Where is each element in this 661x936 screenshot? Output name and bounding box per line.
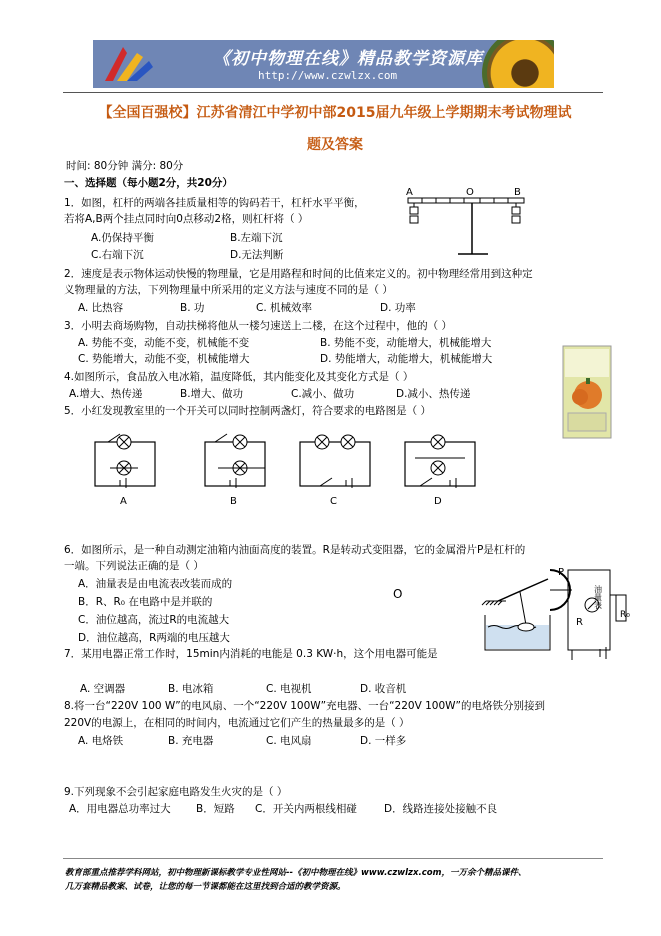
circuit-diagrams bbox=[90, 430, 480, 510]
question-text: 9.下列现象不会引起家庭电路发生火灾的是（ ） bbox=[64, 786, 288, 798]
label-meter: 油量表 bbox=[593, 585, 603, 609]
circuit-b bbox=[205, 434, 265, 507]
option: D．线路连接处接触不良 bbox=[384, 803, 498, 815]
option: B. 电冰箱 bbox=[168, 683, 214, 695]
label-r0: R₀ bbox=[620, 610, 630, 620]
question-text: 8.将一台“220V 100 W”的电风扇、一个“220V 100W”充电器、一台“220V 100W”的电烙铁分别接到 bbox=[64, 700, 545, 712]
question-text: 7．某用电器正常工作时，15min内消耗的电能是 0.3 KW·h，这个用电器可能是 bbox=[64, 648, 438, 660]
circuit-c-label: C bbox=[330, 496, 337, 507]
circuit-b-label: B bbox=[230, 496, 237, 507]
question-text: 5．小红发现教室里的一个开关可以同时控制两盏灯，符合要求的电路图是（ ） bbox=[64, 405, 432, 417]
option: D. 势能增大，动能增大，机械能增大 bbox=[320, 353, 493, 365]
stray-letter: O bbox=[393, 587, 403, 601]
circuit-c bbox=[300, 435, 370, 507]
label-b: B bbox=[514, 187, 521, 198]
option: B．短路 bbox=[196, 803, 235, 815]
option: A.仍保持平衡 bbox=[91, 232, 154, 244]
circuit-a bbox=[95, 434, 155, 507]
option: A. 电烙铁 bbox=[78, 735, 124, 747]
option: A. 空调器 bbox=[80, 683, 126, 695]
question-text: 若将A,B两个挂点同时向0点移动2格，则杠杆将（ ） bbox=[64, 213, 309, 225]
footer-divider bbox=[63, 858, 603, 859]
option: D.无法判断 bbox=[230, 249, 284, 261]
banner-title: 《初中物理在线》精品教学资源库 bbox=[213, 49, 483, 69]
logo-icon bbox=[97, 43, 157, 85]
option: B. 势能不变，动能增大，机械能增大 bbox=[320, 337, 492, 349]
option: D. 功率 bbox=[380, 302, 416, 314]
footer-line: 几万套精品教案、试卷，让您的每一节课都能在这里找到合适的教学资源。 bbox=[65, 882, 346, 892]
fridge-image bbox=[562, 345, 612, 439]
circuit-d-label: D bbox=[434, 496, 442, 507]
option: B. 充电器 bbox=[168, 735, 214, 747]
page-title: 【全国百强校】江苏省清江中学初中部2015届九年级上学期期末考试物理试题及答案 bbox=[98, 105, 572, 153]
banner-url[interactable]: http://www.czwlzx.com bbox=[258, 69, 398, 82]
option: D. 一样多 bbox=[360, 735, 407, 747]
footer-line: 教育部重点推荐学科网站，初中物理新课标教学专业性网站--《初中物理在线》www.czwlzx.com，一万余个精品课件、 bbox=[65, 868, 527, 878]
option: C. 电风扇 bbox=[266, 735, 312, 747]
option: B.增大、做功 bbox=[180, 388, 244, 400]
option: A. 比热容 bbox=[78, 302, 124, 314]
option: C.右端下沉 bbox=[91, 249, 144, 261]
option: C.减小、做功 bbox=[291, 388, 355, 400]
label-p: P bbox=[558, 567, 565, 578]
option: A.增大、热传递 bbox=[69, 388, 143, 400]
option: A. 势能不变，动能不变，机械能不变 bbox=[78, 337, 250, 349]
question-text: 义物理量的方法，下列物理量中所采用的定义方法与速度不同的是（ ） bbox=[64, 284, 393, 296]
option: A．用电器总功率过大 bbox=[69, 803, 171, 815]
question-text: 3．小明去商场购物，自动扶梯将他从一楼匀速送上二楼，在这个过程中，他的（ ） bbox=[64, 320, 453, 332]
question-text: 一端。下列说法正确的是（ ） bbox=[64, 560, 204, 572]
option: C. 机械效率 bbox=[256, 302, 313, 314]
header-banner bbox=[93, 40, 554, 88]
sunflower-icon bbox=[482, 40, 554, 88]
option: C. 势能增大，动能不变，机械能增大 bbox=[78, 353, 250, 365]
section-heading: 一、选择题（每小题2分，共20分） bbox=[64, 177, 233, 189]
option: D．油位越高，R两端的电压越大 bbox=[78, 632, 230, 644]
header-divider bbox=[63, 92, 603, 93]
option: B．R、R₀ 在电路中是并联的 bbox=[78, 596, 213, 608]
option: D. 收音机 bbox=[360, 683, 407, 695]
question-text: 2．速度是表示物体运动快慢的物理量，它是用路程和时间的比值来定义的。初中物理经常用到这种定 bbox=[64, 268, 533, 280]
label-o: O bbox=[466, 187, 474, 198]
circuit-a-label: A bbox=[120, 496, 127, 507]
label-a: A bbox=[406, 187, 413, 198]
question-text: 1．如图，杠杆的两端各挂质量相等的钩码若干，杠杆水平平衡， bbox=[64, 197, 365, 209]
option: C. 电视机 bbox=[266, 683, 312, 695]
option: B.左端下沉 bbox=[230, 232, 283, 244]
fuel-gauge-figure bbox=[480, 565, 640, 665]
circuit-d bbox=[405, 435, 475, 507]
question-text: 6．如图所示，是一种自动测定油箱内油面高度的装置。R是转动式变阻器，它的金属滑片P是杠杆的 bbox=[64, 544, 526, 556]
option: A．油量表是由电流表改装而成的 bbox=[78, 578, 233, 590]
option: C．油位越高，流过R的电流越大 bbox=[78, 614, 230, 626]
option: D.减小、热传递 bbox=[396, 388, 471, 400]
option: B. 功 bbox=[180, 302, 205, 314]
question-text: 220V的电源上，在相同的时间内，电流通过它们产生的热量最多的是（ ） bbox=[64, 717, 410, 729]
lever-figure bbox=[398, 184, 538, 264]
question-text: 4.如图所示，食品放入电冰箱，温度降低，其内能变化及其变化方式是（ ） bbox=[64, 371, 414, 383]
label-r: R bbox=[576, 617, 583, 628]
option: C．开关内两根线相碰 bbox=[255, 803, 357, 815]
exam-meta: 时间: 80分钟 满分: 80分 bbox=[66, 160, 184, 172]
